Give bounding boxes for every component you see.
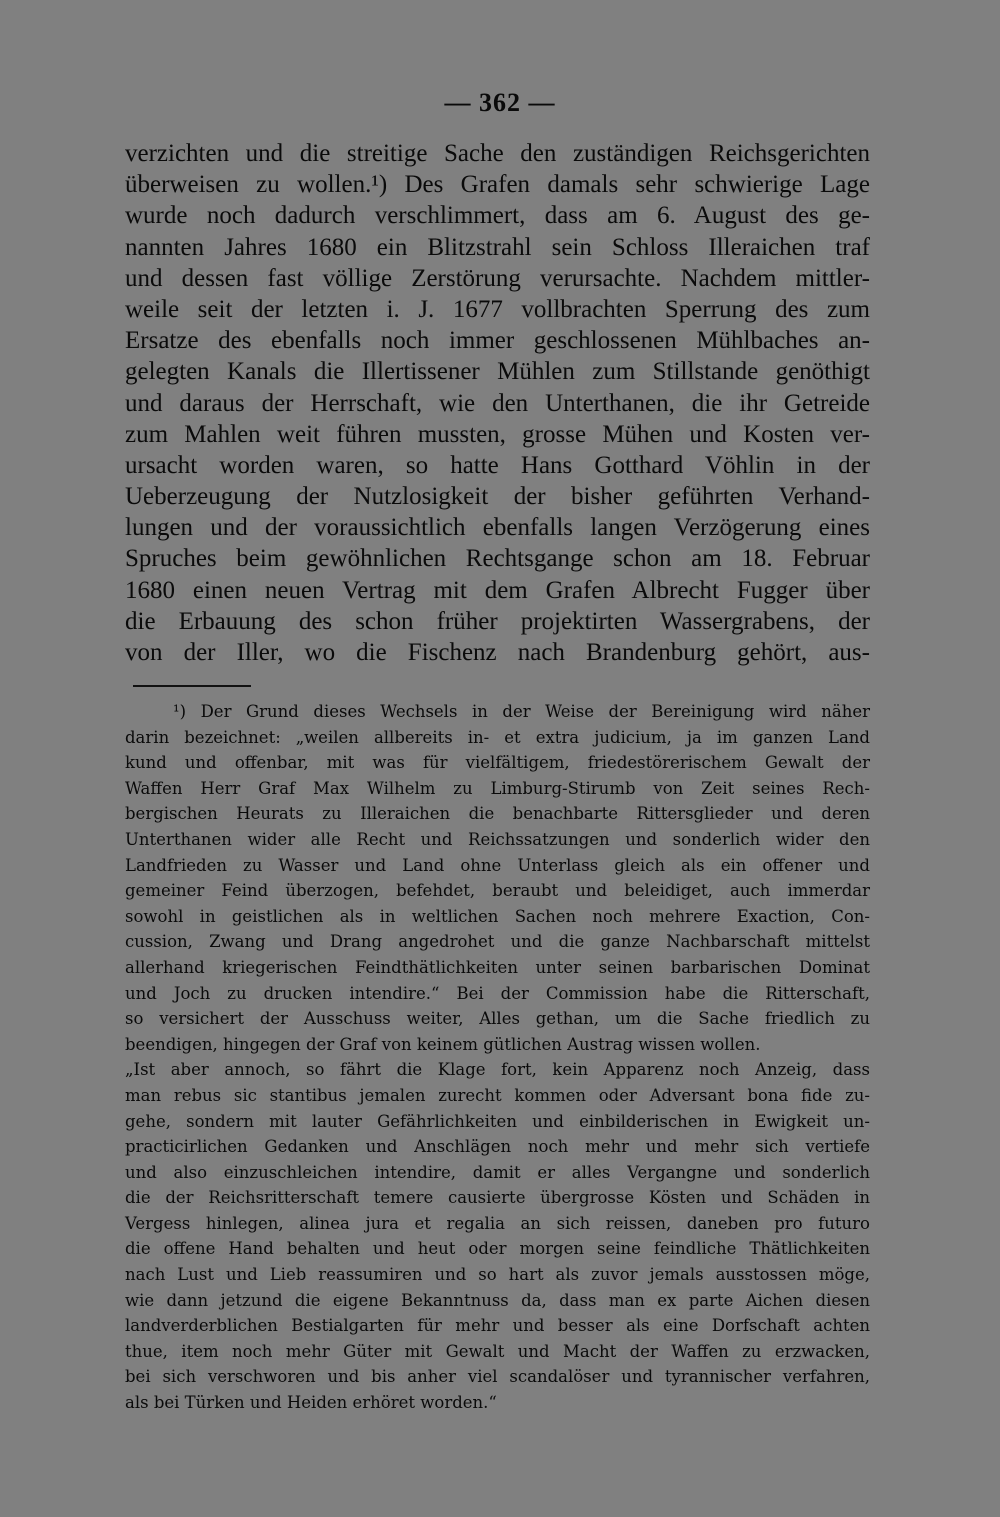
footnote-line: und Joch zu drucken intendire.“ Bei der Commission habe die Ritterschaft, [125,983,870,1003]
footnote-line: die der Reichsritterschaft temere causierte übergrosse Kösten und Schäden in [125,1188,870,1208]
body-line: weile seit der letzten i. J. 1677 vollbrachten Sperrung des zum [125,295,870,323]
footnote-line: Unterthanen wider alle Recht und Reichssatzungen und sonderlich wider den [125,829,870,849]
footnote-line: und also einzuschleichen intendire, damit er alles Vergangne und sonderlich [125,1162,870,1182]
page-number: — 362 — [444,88,556,117]
footnote-line: bei sich verschworen und bis anher viel scandalöser und tyrannischer verfahren, [125,1367,870,1387]
body-line: Ueberzeugung der Nutzlosigkeit der bisher geführten Verhand- [125,483,870,511]
body-line: gelegten Kanals die Illertissener Mühlen zum Stillstande genöthigt [125,358,870,386]
footnote-line: „Ist aber annoch, so fährt die Klage fort, kein Apparenz noch Anzeig, dass [125,1060,870,1080]
footnote-line: als bei Türken und Heiden erhöret worden.“ [125,1393,497,1413]
body-line: verzichten und die streitige Sache den zuständigen Reichsgerichten [125,140,870,167]
body-line: ursacht worden waren, so hatte Hans Gotthard Vöhlin in der [125,451,870,479]
footnote-line: sowohl in geistlichen als in weltlichen Sachen noch mehrere Exaction, Con- [125,906,870,926]
footnote-line: Vergess hinlegen, alinea jura et regalia an sich reissen, daneben pro futuro [125,1213,870,1233]
body-line: Spruches beim gewöhnlichen Rechtsgange schon am 18. Februar [125,545,870,573]
body-text [125,138,870,668]
footnote-divider [133,685,251,687]
body-line: die Erbauung des schon früher projektirten Wassergrabens, der [125,607,870,635]
body-line: und dessen fast völlige Zerstörung verursachte. Nachdem mittler- [125,264,870,292]
footnote-line: Landfrieden zu Wasser und Land ohne Unterlass gleich als ein offener und [125,855,870,875]
body-line: überweisen zu wollen.¹) Des Grafen damals sehr schwierige Lage [125,171,870,199]
footnote-line: Waffen Herr Graf Max Wilhelm zu Limburg-Stirumb von Zeit seines Rech- [125,778,870,798]
footnote-line: cussion, Zwang und Drang angedrohet und die ganze Nachbarschaft mittelst [125,932,870,952]
footnote-line: beendigen, hingegen der Graf von keinem gütlichen Austrag wissen wollen. [125,1034,761,1054]
body-line: wurde noch dadurch verschlimmert, dass am 6. August des ge- [125,202,870,230]
footnote-line: die offene Hand behalten und heut oder morgen seine feindliche Thätlichkeiten [125,1239,870,1259]
body-line: von der Iller, wo die Fischenz nach Brandenburg gehört, aus- [125,639,870,666]
footnote-line: landverderblichen Bestialgarten für mehr und besser als eine Dorfschaft achten [125,1316,870,1336]
footnote-line: kund und offenbar, mit was für vielfältigem, friedestörerischem Gewalt der [125,753,870,773]
body-line: 1680 einen neuen Vertrag mit dem Grafen Albrecht Fugger über [125,576,870,604]
footnote-line: bergischen Heurats zu Illeraichen die benachbarte Rittersglieder und deren [125,804,870,824]
footnote-line: darin bezeichnet: „weilen allbereits in- et extra judicium, ja im ganzen Land [125,727,870,747]
footnote-line: wie dann jetzund die eigene Bekanntnuss da, dass man ex parte Aichen diesen [125,1290,870,1310]
body-line: zum Mahlen weit führen mussten, grosse Mühen und Kosten ver- [125,420,870,448]
footnote-line: thue, item noch mehr Güter mit Gewalt und Macht der Waffen zu erzwacken, [125,1341,870,1361]
body-line: Ersatze des ebenfalls noch immer geschlossenen Mühlbaches an- [125,327,870,355]
footnote-line: gemeiner Feind überzogen, befehdet, beraubt und beleidiget, auch immerdar [125,881,870,901]
footnote-line: ¹) Der Grund dieses Wechsels in der Weise der Bereinigung wird näher [173,702,870,721]
footnote [125,699,870,1416]
footnote-line: nach Lust und Lieb reassumiren und so hart als zuvor jemals ausstossen möge, [125,1265,870,1285]
footnote-line: gehe, sondern mit lauter Gefährlichkeiten und einbilderischen in Ewigkeit un- [125,1111,870,1131]
footnote-line: so versichert der Ausschuss weiter, Alles gethan, um die Sache friedlich zu [125,1009,870,1029]
footnote-line: man rebus sic stantibus jemalen zurecht kommen oder Adversant bona fide zu- [125,1085,870,1105]
footnote-line: practicirlichen Gedanken und Anschlägen noch mehr und mehr sich vertiefe [125,1137,870,1157]
body-line: nannten Jahres 1680 ein Blitzstrahl sein Schloss Illeraichen traf [125,233,870,261]
footnote-line: allerhand kriegerischen Feindthätlichkeiten unter seinen barbarischen Dominat [125,957,870,977]
body-line: lungen und der voraussichtlich ebenfalls langen Verzögerung eines [125,514,870,542]
body-line: und daraus der Herrschaft, wie den Unterthanen, die ihr Getreide [125,389,870,417]
